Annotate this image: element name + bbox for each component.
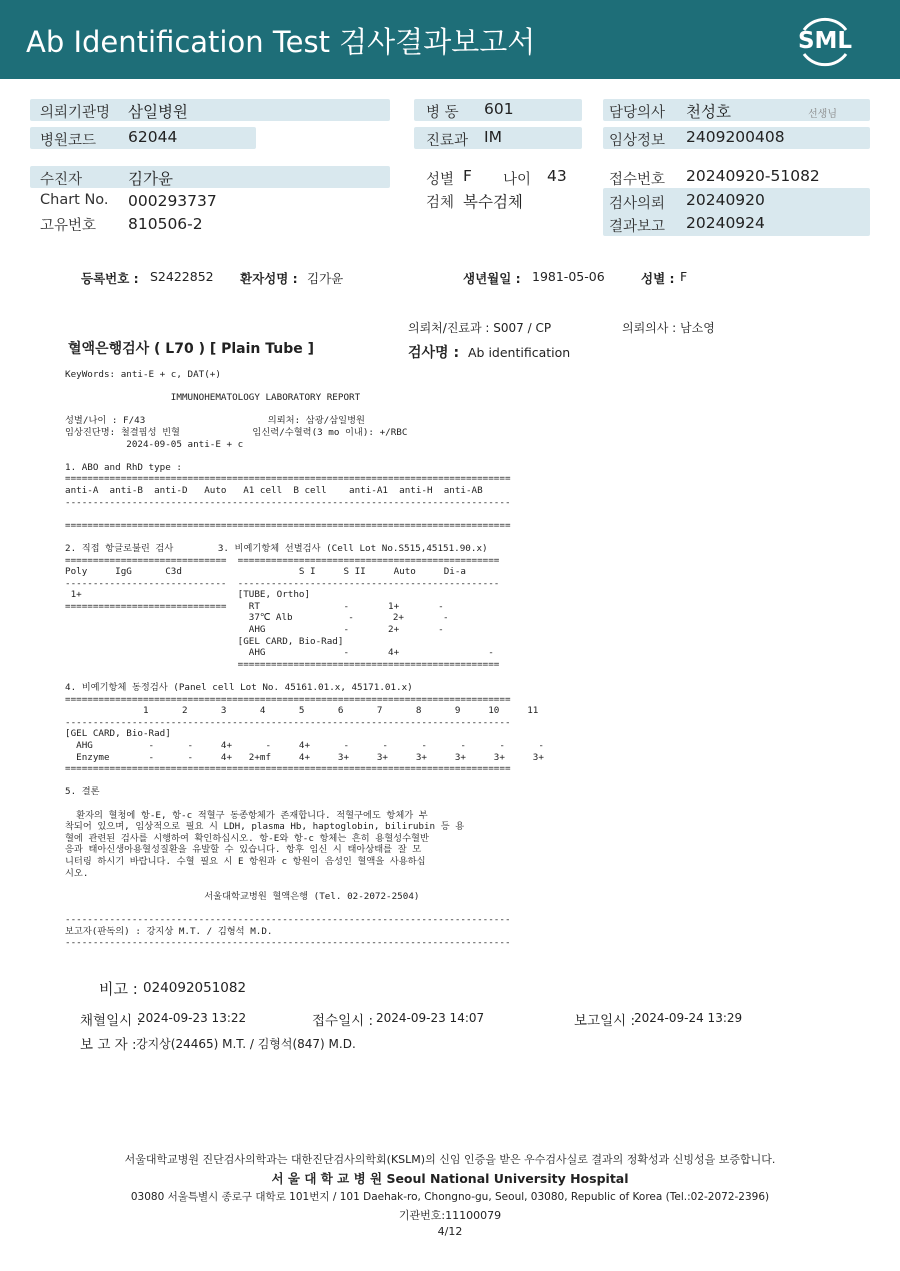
age-label: 나이 — [503, 172, 532, 188]
lab-report-text: KeyWords: anti-E + c, DAT(+) IMMUNOHEMATOLOGY LABORATORY REPORT 성별/나이 : F/43 의뢰처: 삼광/삼일병원 임상진단명: 철결핍성 빈혈 임신력/수혈력(3 mo 이내): +/RBC 2024-09-05 anti-E + c 1. ABO and RhD type : ================================================================================ anti-A anti-B anti-D Auto A1 cell B cell anti-A1 anti-H anti-AB -------------------------------------------------------------------------------- ================================================================================ 2. 직접 항글로불린 검사 3. 비예기항체 선별검사 (Cell Lot No.S515,45151.90.x) ============================= =============================================== Poly IgG C3d S I S II Auto Di-a ----------------------------- ----------------------------------------------- 1+ [TUBE, Ortho] ============================= RT - 1+ - 37℃ Alb - 2+ - AHG - 2+ - [GEL CARD, Bio-Rad] AHG - 4+ - =============================================== 4. 비예기항체 동정검사 (Panel cell Lot No. 45161.01.x, 45171.01.x) ================================================================================ 1 2 3 4 5 6 7 8 9 10 11 -------------------------------------------------------------------------------- [GEL CARD, Bio-Rad] AHG - - 4+ - 4+ - - - - - - Enzyme - - 4+ 2+mf 4+ 3+ 3+ 3+ 3+ 3+ 3+ ================================================================================ 5. 결론 환자의 혈청에 항-E, 항-c 적혈구 동종항체가 존재합니다. 적혈구에도 항체가 부 착되어 있으며, 임상적으로 필요 시 LDH, plasma Hb, haptoglobin, bilirubin 등 용 혈에 관련된 검사를 시행하여 확인하십시오. 항-E와 항-c 항체는 흔히 용혈성수혈반 응과 태아신생아용혈성질환을 유발할 수 있습니다. 항후 임신 시 태아상태를 잘 모 니터링 하시기 바랍니다. 수혈 필요 시 E 항원과 c 항원이 음성인 혈액을 사용하십 시오. 서울대학교병원 혈액은행 (Tel. 02-2072-2504) -------------------------------------------------------------------------------- 보고자(판독의) : 강지상 M.T. / 김형석 M.D. -------------------------------------------------------------------------------- — [65, 369, 544, 949]
patient-value: 김가윤 — [128, 170, 173, 188]
unique-label: 고유번호 — [40, 218, 97, 234]
doctor-value: 천성호 — [686, 103, 731, 121]
lab-report-body — [65, 369, 545, 949]
chart-value: 000293737 — [128, 192, 217, 210]
institution-value: 삼일병원 — [128, 103, 188, 121]
note-label: 비고 : — [99, 980, 138, 998]
accept-label: 접수일시 : — [312, 1013, 374, 1029]
reporter-value: 강지상(24465) M.T. / 김형석(847) M.D. — [136, 1037, 356, 1051]
patient-label: 수진자 — [40, 172, 83, 188]
institution-label: 의뢰기관명 — [40, 105, 111, 121]
receipt-value: 20240920-51082 — [686, 167, 820, 185]
receipt-label: 접수번호 — [609, 172, 666, 188]
reg-no-value: S2422852 — [150, 269, 214, 284]
sex-value: F — [463, 167, 472, 185]
patient-bar — [30, 166, 390, 188]
clinical-value: 2409200408 — [686, 128, 785, 146]
age-value: 43 — [547, 167, 567, 185]
doctor-suffix: 선생님 — [808, 109, 837, 120]
doctor-label: 담당의사 — [609, 105, 666, 121]
specimen-label: 검체 — [426, 195, 455, 211]
reporter-label: 보 고 자 : — [80, 1037, 137, 1053]
page-number: 4/12 — [437, 1225, 463, 1238]
collect-value: 2024-09-23 13:22 — [138, 1011, 247, 1025]
referring-doctor: 의뢰의사 : 남소영 — [622, 321, 715, 335]
patient-name-label: 환자성명 : — [240, 271, 298, 286]
report-label: 결과보고 — [609, 219, 666, 235]
referrer: 의뢰처/진료과 : S007 / CP — [408, 321, 552, 335]
collect-label: 채혈일시 : — [80, 1013, 142, 1029]
report-title: Ab Identification Test 검사결과보고서 — [26, 25, 536, 59]
dept-label: 진료과 — [426, 133, 469, 149]
patient-name-value: 김가윤 — [307, 271, 344, 286]
reg-no-label: 등록번호 : — [81, 271, 139, 286]
clinical-label: 임상정보 — [609, 133, 666, 149]
hospital-code-value: 62044 — [128, 128, 178, 146]
test-category: 혈액은행검사 ( L70 ) [ Plain Tube ] — [68, 341, 315, 357]
test-name-label: 검사명 : — [408, 345, 460, 361]
request-value: 20240920 — [686, 191, 765, 209]
sex-label: 성별 — [426, 172, 455, 188]
hospital-code-label: 병원코드 — [40, 133, 97, 149]
report-date-value: 2024-09-24 13:29 — [634, 1011, 743, 1025]
ward-value: 601 — [484, 100, 514, 118]
reg-sex-label: 성별 : — [641, 271, 675, 286]
specimen-value: 복수검체 — [463, 193, 523, 211]
accept-value: 2024-09-23 14:07 — [376, 1011, 485, 1025]
note-value: 024092051082 — [143, 980, 247, 996]
ward-label: 병 동 — [426, 105, 459, 121]
footer-institution-no: 기관번호:11100079 — [398, 1209, 502, 1222]
unique-value: 810506-2 — [128, 215, 203, 233]
footer-hospital-name: 서 울 대 학 교 병 원 Seoul National University Hospital — [271, 1171, 629, 1186]
chart-label: Chart No. — [40, 192, 109, 208]
request-label: 검사의뢰 — [609, 196, 666, 212]
test-name-value: Ab identification — [468, 345, 571, 360]
dob-value: 1981-05-06 — [532, 269, 605, 284]
dob-label: 생년월일 : — [463, 271, 521, 286]
footer-address: 03080 서울특별시 종로구 대학로 101번지 / 101 Daehak-ro, Chongno-gu, Seoul, 03080, Republic of Korea (Tel.:02-2072-2396) — [130, 1191, 770, 1203]
logo-text: SML — [797, 28, 853, 54]
footer-certification: 서울대학교병원 진단검사의학과는 대한진단검사의학회(KSLM)의 신임 인증을 받은 우수검사실로 결과의 정확성과 신빙성을 보증합니다. — [124, 1153, 776, 1166]
report-date-label: 보고일시 : — [574, 1013, 636, 1029]
report-value: 20240924 — [686, 214, 765, 232]
dept-value: IM — [484, 128, 502, 146]
reg-sex-value: F — [680, 269, 688, 284]
sml-logo — [792, 10, 858, 72]
report-header — [0, 0, 900, 79]
